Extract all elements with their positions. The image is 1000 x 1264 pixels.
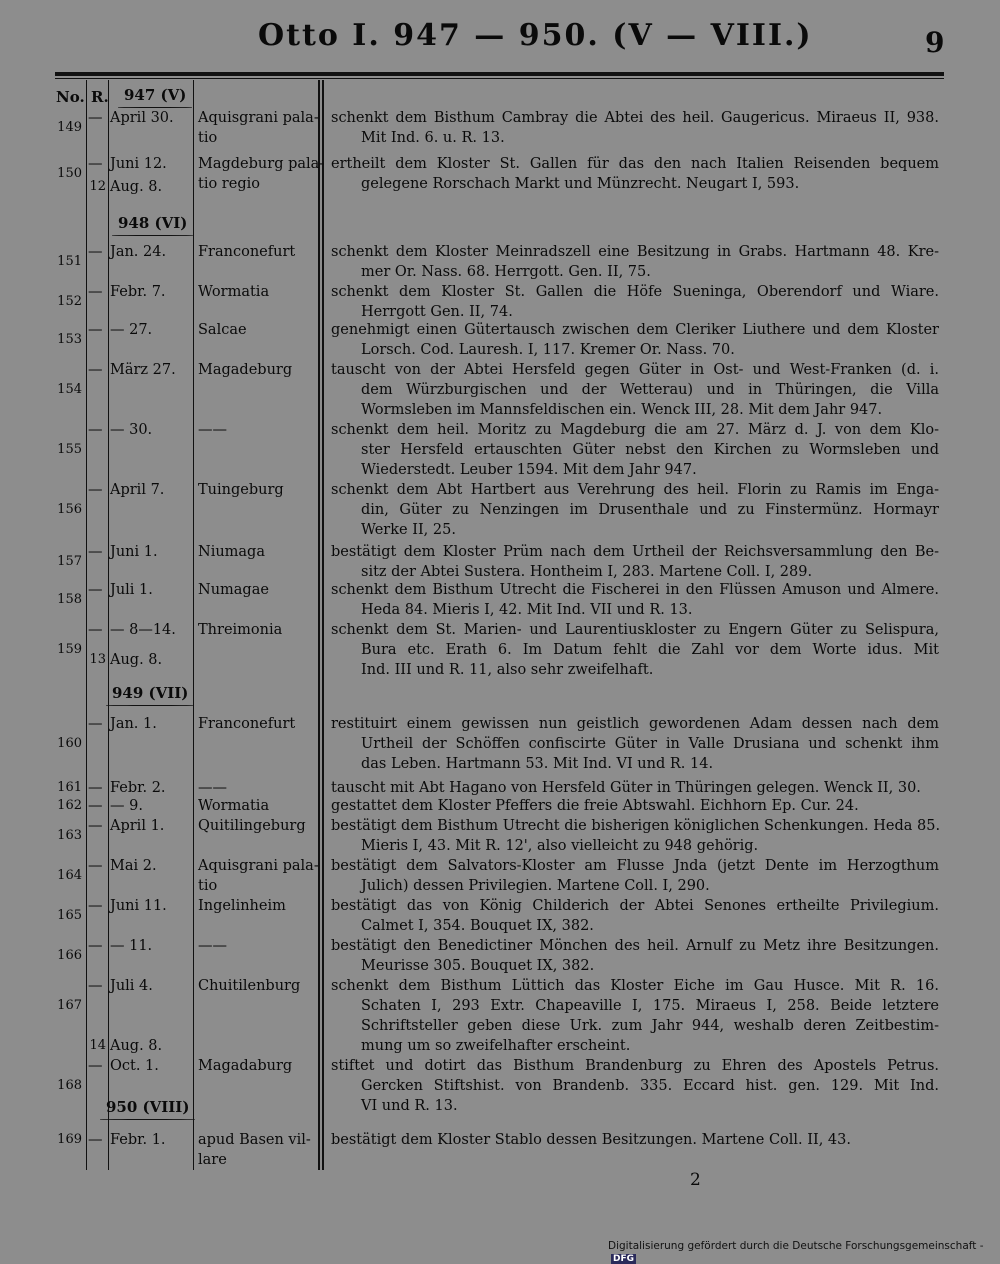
entry-text-line: bestätigt dem Bisthum Utrecht die bisherigen königlichen Schenkungen. Heda 85. — [331, 818, 941, 834]
entry-date: Oct. 1. — [110, 1058, 159, 1074]
entry-text-line: Bura etc. Erath 6. Im Datum fehlt die Zahl vor dem Worte idus. Mit — [361, 642, 939, 658]
entry-date: Febr. 7. — [110, 284, 166, 300]
regnal-year: — — [88, 544, 103, 560]
entry-text-line: schenkt dem St. Marien- und Laurentiuskloster zu Engern Güter zu Selispura, — [331, 622, 939, 638]
entry-text-line: ertheilt dem Kloster St. Gallen für das den nach Italien Reisenden bequem — [331, 156, 939, 172]
dfg-logo: DFG — [613, 1254, 635, 1264]
entry-text-line: Gercken Stiftshist. von Brandenb. 335. Eccard hist. gen. 129. Mit Ind. — [361, 1078, 939, 1094]
entry-text-line: schenkt dem heil. Moritz zu Magdeburg die am 27. März d. J. von dem Klo- — [331, 422, 939, 438]
entry-text — [331, 242, 939, 282]
entry-text-line: schenkt dem Abt Hartbert aus Verehrung des heil. Florin zu Ramis im Enga- — [331, 482, 939, 498]
entry-place: Threimonia — [198, 622, 283, 638]
entry-text-line: schenkt dem Bisthum Lüttich das Kloster Eiche im Gau Husce. Mit R. 16. — [331, 978, 939, 994]
entry-text-line: din, Güter zu Nenzingen im Drusenthale und zu Finstermünz. Hormayr — [361, 502, 939, 518]
entry-number: 149 — [57, 120, 82, 135]
regnal-year: — — [88, 156, 103, 172]
entry-date: Aug. 8. — [110, 179, 163, 195]
column-divider-r — [108, 80, 109, 1170]
regnal-year: — — [88, 362, 103, 378]
entry-text — [331, 282, 939, 322]
entry-text — [331, 816, 939, 856]
entry-number: 157 — [57, 554, 82, 569]
entry-number: 154 — [57, 382, 82, 397]
entry-text-line: restituirt einem gewissen nun geistlich gewordenen Adam dessen nach dem — [331, 716, 939, 732]
regnal-year: — — [88, 818, 103, 834]
entry-date: Juni 11. — [110, 898, 167, 914]
entry-number: 152 — [57, 294, 82, 309]
entry-text-line: schenkt dem Bisthum Cambray die Abtei des heil. Gaugericus. Miraeus II, 938. — [331, 110, 939, 126]
entry-place: Quitilingeburg — [198, 818, 306, 834]
entry-number: 151 — [57, 254, 82, 269]
entry-text — [331, 896, 939, 936]
entry-text-line: Meurisse 305. Bouquet IX, 382. — [361, 958, 595, 974]
entry-text-line: tauscht mit Abt Hagano von Hersfeld Güter in Thüringen gelegen. Wenck II, 30. — [331, 780, 921, 796]
entry-text-line: tauscht von der Abtei Hersfeld gegen Güter in Ost- und West-Franken (d. i. — [331, 362, 939, 378]
entry-place: Magadaburg — [198, 1058, 293, 1074]
entry-text — [331, 108, 939, 148]
column-header-no: No. — [56, 88, 85, 106]
entry-text — [331, 976, 939, 1056]
entry-text-line: bestätigt dem Kloster Prüm nach dem Urtheil der Reichsversammlung den Be- — [331, 544, 939, 560]
entry-number: 161 — [57, 780, 82, 795]
regnal-year: — — [88, 898, 103, 914]
entry-text-line: Schaten I, 293 Extr. Chapeaville I, 175. Miraeus I, 258. Beide letztere — [361, 998, 939, 1014]
entry-text-line: bestätigt das von König Childerich der Abtei Senones ertheilte Privilegium. — [331, 898, 939, 914]
entry-place: Aquisgrani pala- tio — [198, 858, 319, 894]
entry-place: —— — [198, 422, 227, 438]
entry-text-line: dem Würzburgischen und der Wetterau) und in Thüringen, die Villa — [361, 382, 939, 398]
entry-text-line: mer Or. Nass. 68. Herrgott. Gen. II, 75. — [361, 264, 651, 280]
regnal-year: — — [88, 482, 103, 498]
year-heading: 948 (VI) — [118, 214, 188, 232]
entry-text — [331, 320, 939, 360]
entry-text — [331, 480, 939, 540]
entry-text-line: schenkt dem Kloster Meinradszell eine Besitzung in Grabs. Hartmann 48. Kre- — [331, 244, 939, 260]
entry-date: Aug. 8. — [110, 652, 163, 668]
entry-text-line: Urtheil der Schöffen confiscirte Güter in Valle Drusiana und schenkt ihm — [361, 736, 939, 752]
entry-text — [331, 856, 939, 896]
entry-place: Tuingeburg — [198, 482, 284, 498]
entry-place: Salcae — [198, 322, 247, 338]
entry-number: 155 — [57, 442, 82, 457]
entry-place: —— — [198, 938, 227, 954]
regnal-year: — — [88, 582, 103, 598]
entry-place: Numagae — [198, 582, 269, 598]
entry-text-line: gelegene Rorschach Markt und Münzrecht. Neugart I, 593. — [361, 176, 800, 192]
regnal-year: 14 — [89, 1038, 106, 1053]
entry-text-line: das Leben. Hartmann 53. Mit Ind. VI und R. 14. — [361, 756, 714, 772]
regnal-year: — — [88, 622, 103, 638]
regnal-year: — — [88, 716, 103, 732]
entry-text — [331, 1056, 939, 1116]
entry-number: 159 — [57, 642, 82, 657]
page-title: Otto I. 947 — 950. (V — VIII.) — [258, 18, 813, 53]
entry-text-line: Mit Ind. 6. u. R. 13. — [361, 130, 505, 146]
digitization-credit — [608, 1240, 1000, 1264]
entry-text-line: schenkt dem Kloster St. Gallen die Höfe Sueninga, Oberendorf und Wiare. — [331, 284, 939, 300]
regnal-year: — — [88, 422, 103, 438]
entry-place: Wormatia — [198, 284, 270, 300]
entry-number: 162 — [57, 798, 82, 813]
entry-date: April 7. — [110, 482, 165, 498]
entry-number: 160 — [57, 736, 82, 751]
entry-date: Jan. 1. — [110, 716, 157, 732]
entry-text-line: Calmet I, 354. Bouquet IX, 382. — [361, 918, 594, 934]
entry-text — [331, 420, 939, 480]
regnal-year: — — [88, 284, 103, 300]
column-header-r: R. — [91, 88, 109, 106]
regnal-year: — — [88, 244, 103, 260]
regnal-year: — — [88, 780, 103, 796]
credit-text: Digitalisierung gefördert durch die Deutsche Forschungsgemeinschaft - — [608, 1240, 984, 1252]
entry-date: Aug. 8. — [110, 1038, 163, 1054]
entry-number: 150 — [57, 166, 82, 181]
entry-place: apud Basen vil- lare — [198, 1132, 311, 1168]
entry-date: Juli 1. — [110, 582, 153, 598]
entry-number: 169 — [57, 1132, 82, 1147]
entry-text — [331, 1130, 939, 1150]
header-rule-thick — [55, 72, 944, 76]
regnal-year: — — [88, 1132, 103, 1148]
entry-text — [331, 936, 939, 976]
regnal-year: — — [88, 110, 103, 126]
entry-text — [331, 360, 939, 420]
entry-date: April 30. — [110, 110, 174, 126]
entry-place: —— — [198, 780, 227, 796]
entry-place: Chuitilenburg — [198, 978, 301, 994]
entry-date: Juni 1. — [110, 544, 158, 560]
entry-text-line: gestattet dem Kloster Pfeffers die freie Abtswahl. Eichhorn Ep. Cur. 24. — [331, 798, 859, 814]
entry-number: 156 — [57, 502, 82, 517]
entry-date: April 1. — [110, 818, 165, 834]
year-heading: 949 (VII) — [112, 684, 189, 702]
entry-text-line: stiftet und dotirt das Bisthum Brandenburg zu Ehren des Apostels Petrus. — [331, 1058, 939, 1074]
entry-date: — 9. — [110, 798, 143, 814]
entry-text-line: Ind. III und R. 11, also sehr zweifelhaft. — [361, 662, 654, 678]
entry-date: Juli 4. — [110, 978, 153, 994]
entry-place: Ingelinheim — [198, 898, 286, 914]
page-number-header: 9 — [925, 26, 945, 59]
entry-number: 168 — [57, 1078, 82, 1093]
entry-date: — 27. — [110, 322, 153, 338]
regnal-year: — — [88, 798, 103, 814]
entry-text — [331, 542, 939, 582]
entry-place: Franconefurt — [198, 244, 296, 260]
entry-text-line: Lorsch. Cod. Lauresh. I, 117. Kremer Or. Nass. 70. — [361, 342, 735, 358]
entry-number: 158 — [57, 592, 82, 607]
regnal-year: — — [88, 858, 103, 874]
entry-text-line: ster Hersfeld ertauschten Güter nebst den Kirchen zu Wormsleben und — [361, 442, 939, 458]
entry-place: Aquisgrani pala- tio — [198, 110, 319, 146]
entry-place: Magdeburg pala- tio regio — [198, 156, 325, 192]
entry-text-line: mung um so zweifelhafter erscheint. — [361, 1038, 631, 1054]
entry-text-line: Mieris I, 43. Mit R. 12', also vielleicht zu 948 gehörig. — [361, 838, 759, 854]
entry-text — [331, 154, 939, 194]
entry-text-line: schenkt dem Bisthum Utrecht die Fischerei in den Flüssen Amuson und Almere. — [331, 582, 939, 598]
entry-date: Jan. 24. — [110, 244, 167, 260]
entry-text — [331, 796, 939, 816]
entry-number: 166 — [57, 948, 82, 963]
entry-text-line: bestätigt dem Kloster Stablo dessen Besitzungen. Martene Coll. II, 43. — [331, 1132, 851, 1148]
entry-text-line: Wormsleben im Mannsfeldischen ein. Wenck III, 28. Mit dem Jahr 947. — [361, 402, 883, 418]
entry-text-line: bestätigt dem Salvators-Kloster am Flusse Jnda (jetzt Dente im Herzogthum — [331, 858, 939, 874]
entry-text-line: Schriftsteller geben diese Urk. zum Jahr 944, weshalb deren Zeitbestim- — [361, 1018, 939, 1034]
entry-text-line: Werke II, 25. — [361, 522, 456, 538]
entry-date: Febr. 1. — [110, 1132, 166, 1148]
regnal-year: — — [88, 978, 103, 994]
entry-number: 164 — [57, 868, 82, 883]
entry-date: Mai 2. — [110, 858, 157, 874]
entry-text — [331, 778, 939, 798]
entry-text-line: sitz der Abtei Sustera. Hontheim I, 283. Martene Coll. I, 289. — [361, 564, 813, 580]
entry-number: 165 — [57, 908, 82, 923]
entry-text-line: Herrgott Gen. II, 74. — [361, 304, 513, 320]
year-heading: 950 (VIII) — [106, 1098, 190, 1116]
regnal-year: — — [88, 938, 103, 954]
column-divider-no — [86, 80, 87, 1170]
entry-date: Juni 12. — [110, 156, 167, 172]
year-heading: 947 (V) — [124, 86, 187, 104]
entry-place: Wormatia — [198, 798, 270, 814]
entry-number: 163 — [57, 828, 82, 843]
regnal-year: — — [88, 1058, 103, 1074]
entry-date: — 8—14. — [110, 622, 176, 638]
entry-date: — 30. — [110, 422, 153, 438]
entry-date: — 11. — [110, 938, 153, 954]
footer-page-number: 2 — [690, 1170, 701, 1190]
entry-text — [331, 580, 939, 620]
entry-text — [331, 714, 939, 774]
entry-text-line: Julich) dessen Privilegien. Martene Coll. I, 290. — [361, 878, 710, 894]
header-rule-thin — [55, 78, 944, 79]
entry-place: Niumaga — [198, 544, 265, 560]
entry-date: Febr. 2. — [110, 780, 166, 796]
entry-text-line: Heda 84. Mieris I, 42. Mit Ind. VII und R. 13. — [361, 602, 693, 618]
entry-text — [331, 620, 939, 680]
entry-place: Magadeburg — [198, 362, 293, 378]
entry-number: 153 — [57, 332, 82, 347]
entry-date: März 27. — [110, 362, 176, 378]
entry-place: Franconefurt — [198, 716, 296, 732]
entry-text-line: genehmigt einen Gütertausch zwischen dem Cleriker Liuthere und dem Kloster — [331, 322, 939, 338]
entry-number: 167 — [57, 998, 82, 1013]
entry-text-line: bestätigt den Benedictiner Mönchen des heil. Arnulf zu Metz ihre Besitzungen. — [331, 938, 939, 954]
entry-text-line: Wiederstedt. Leuber 1594. Mit dem Jahr 947. — [361, 462, 697, 478]
regnal-year: — — [88, 322, 103, 338]
entry-text-line: VI und R. 13. — [361, 1098, 458, 1114]
regnal-year: 12 — [89, 179, 106, 194]
regnal-year: 13 — [89, 652, 106, 667]
